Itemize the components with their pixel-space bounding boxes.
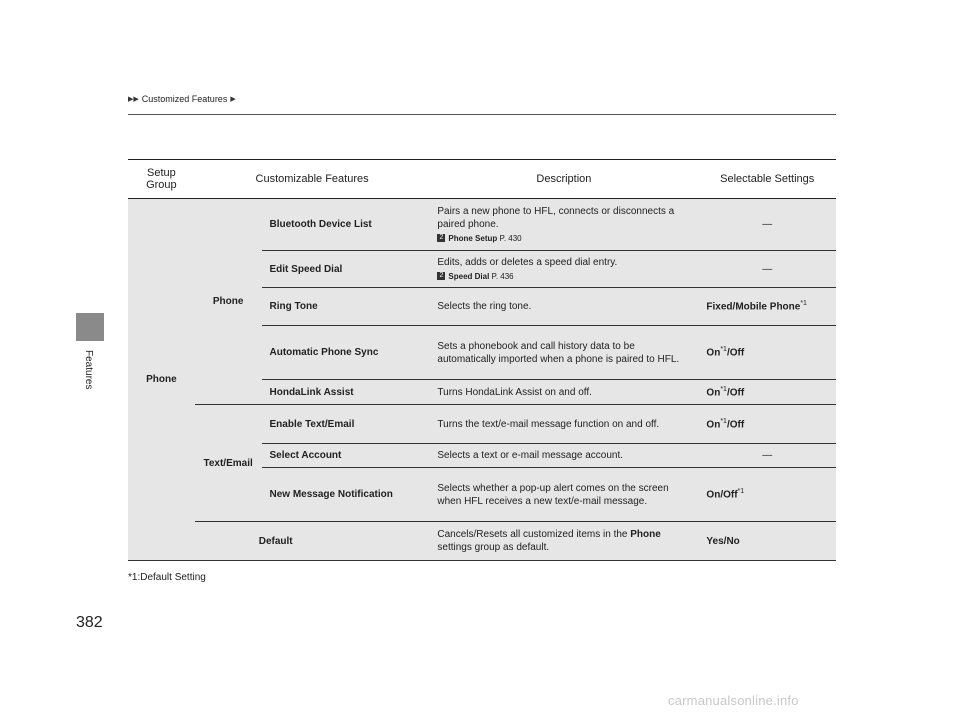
table-header-row: [128, 160, 836, 199]
feature-hondalink-assist: HondaLink Assist: [262, 380, 430, 405]
feature-select-account: Select Account: [262, 444, 430, 468]
watermark: carmanualsonline.info: [668, 693, 799, 708]
description-cell: Sets a phonebook and call history data to be automatically imported when a phone is paired to HFL.: [429, 326, 698, 380]
description-cell: Selects the ring tone.: [429, 288, 698, 326]
cross-reference[interactable]: 2 Speed Dial P. 436: [437, 270, 690, 283]
header-selectable-settings: Selectable Settings: [698, 160, 836, 199]
description-cell: Turns HondaLink Assist on and off.: [429, 380, 698, 405]
setting-cell: Yes/No: [698, 522, 836, 561]
feature-edit-speed-dial: Edit Speed Dial: [262, 251, 430, 288]
setting-cell: On$^{*1}$/Off: [698, 380, 836, 405]
description-cell: Pairs a new phone to HFL, connects or disconnects a paired phone. 2 Phone Setup P. 430: [429, 199, 698, 251]
feature-enable-text-email: Enable Text/Email: [262, 405, 430, 444]
header-description: Description: [429, 160, 698, 199]
breadcrumb: [128, 94, 236, 104]
feature-ring-tone: Ring Tone: [262, 288, 430, 326]
header-customizable-features: Customizable Features: [195, 160, 430, 199]
setting-cell: On$^{*1}$/Off: [698, 326, 836, 380]
subgroup-phone: Phone: [195, 199, 262, 405]
section-side-label: Features: [83, 350, 94, 390]
setting-cell: Fixed/Mobile Phone$^{*1}$: [698, 288, 836, 326]
breadcrumb-title: Customized Features: [141, 94, 228, 104]
setting-cell: —: [698, 444, 836, 468]
header-setup-group: Setup Group: [128, 160, 195, 199]
description-cell: Selects a text or e-mail message account.: [429, 444, 698, 468]
reference-arrow-icon: 2: [437, 234, 445, 242]
setting-cell: —: [698, 251, 836, 288]
table-row: [128, 405, 836, 444]
table-row: [128, 522, 836, 561]
reference-arrow-icon: 2: [437, 272, 445, 280]
feature-new-message-notification: New Message Notification: [262, 468, 430, 522]
feature-bluetooth-device-list: Bluetooth Device List: [262, 199, 430, 251]
setting-cell: On$^{*1}$/Off: [698, 405, 836, 444]
footnote: *1:Default Setting: [128, 572, 206, 583]
setup-group-phone: Phone: [128, 199, 195, 561]
header-rule: [128, 114, 836, 115]
page-number: 382: [76, 614, 103, 631]
customizable-features-table: [128, 159, 836, 561]
feature-default: Default: [195, 522, 430, 561]
description-cell: Cancels/Resets all customized items in the Phone settings group as default.: [429, 522, 698, 561]
setting-cell: On/Off$^{*1}$: [698, 468, 836, 522]
section-tab-marker: [76, 313, 104, 341]
description-cell: Turns the text/e-mail message function on and off.: [429, 405, 698, 444]
setting-cell: —: [698, 199, 836, 251]
subgroup-text-email: Text/Email: [195, 405, 262, 522]
cross-reference[interactable]: 2 Phone Setup P. 430: [437, 232, 690, 245]
breadcrumb-arrows-icon: ▶▶: [128, 96, 139, 103]
feature-automatic-phone-sync: Automatic Phone Sync: [262, 326, 430, 380]
description-cell: Selects whether a pop-up alert comes on the screen when HFL receives a new text/e-mail message.: [429, 468, 698, 522]
table-row: [128, 199, 836, 251]
breadcrumb-arrow-icon: ▶: [230, 96, 236, 103]
description-cell: Edits, adds or deletes a speed dial entry. 2 Speed Dial P. 436: [429, 251, 698, 288]
